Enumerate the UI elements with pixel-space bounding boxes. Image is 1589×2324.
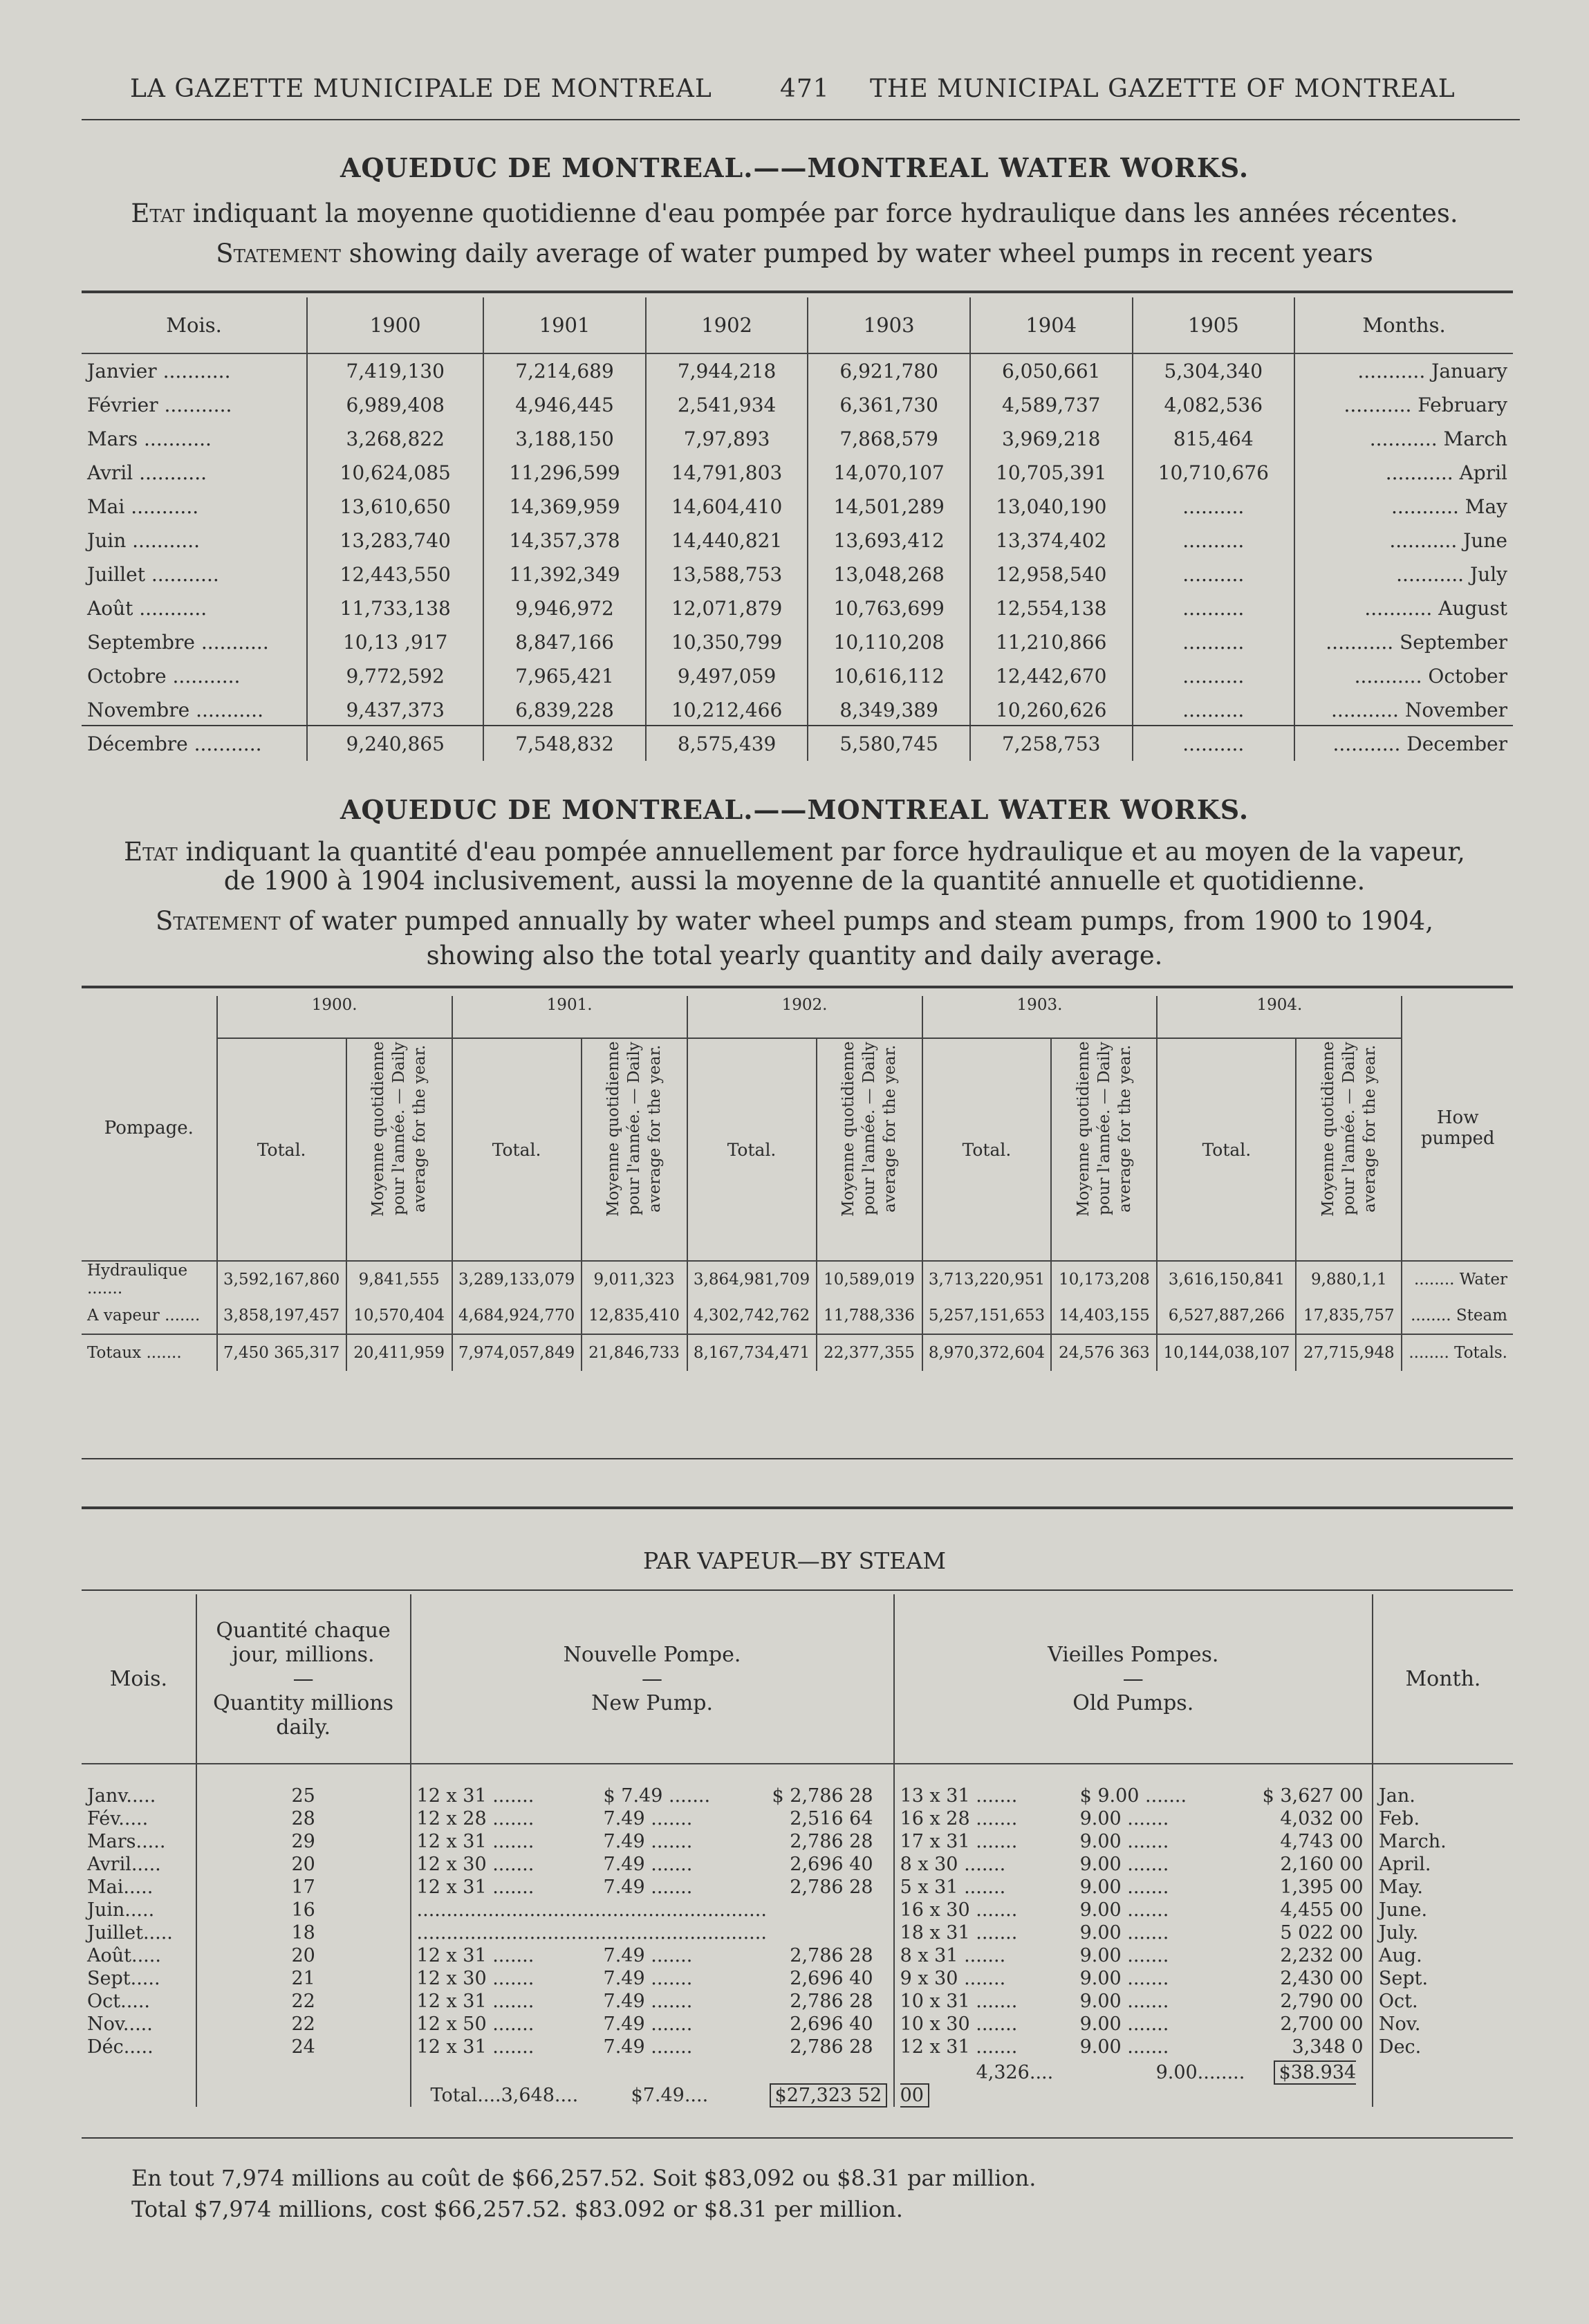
t1-value: 7,258,753 (970, 727, 1133, 761)
t2-value: 10,589,019 (817, 1261, 922, 1298)
t1-month-en: ........... July (1294, 557, 1513, 591)
t2-value: 3,713,220,951 (922, 1261, 1052, 1298)
t2-year-0: 1900. (217, 996, 452, 1038)
section2-fr-line1: Etat indiquant la quantité d'eau pompée annuellement par force hydraulique et au moyen de la vapeur, (124, 837, 1465, 867)
col-pompage: Pompage. (104, 1118, 194, 1138)
table-row (82, 591, 1513, 625)
t3-month-en: July. (1373, 1921, 1513, 1944)
t3-new-pump: 12 x 50 ....... 7.49 ....... 2,696 40 (411, 2013, 894, 2036)
t2-year-3: 1903. (922, 996, 1158, 1038)
t3-month-en: Oct. (1373, 1990, 1513, 2013)
t1-value: 13,374,402 (970, 524, 1133, 557)
table-row (82, 422, 1513, 456)
t1-month-fr: Juin ........... (87, 529, 201, 552)
col-month: Month. (1373, 1594, 1513, 1764)
t2-year-4: 1904. (1157, 996, 1402, 1038)
t1-value: 9,772,592 (307, 659, 483, 693)
t1-header-5: 1904 (970, 297, 1133, 353)
t1-header-7: Months. (1294, 297, 1513, 353)
t1-value: 8,575,439 (646, 727, 808, 761)
table-row (82, 2013, 1513, 2036)
table-row (82, 1967, 1513, 1990)
t2-value: 22,377,355 (817, 1334, 922, 1371)
t1-value: 10,710,676 (1133, 456, 1295, 490)
t1-value: .......... (1133, 625, 1295, 659)
col-old-pumps: Vieilles Pompes. — Old Pumps. (894, 1594, 1373, 1764)
table-row (82, 1853, 1513, 1876)
t1-value: 10,705,391 (970, 456, 1133, 490)
t1-month-fr: Janvier ........... (87, 360, 231, 382)
t3-old-pumps: 16 x 28 ....... 9.00 ....... 4,032 00 (894, 1807, 1373, 1830)
t3-quantity: 28 (196, 1807, 411, 1830)
t3-month-en: Feb. (1373, 1807, 1513, 1830)
col-quantity: Quantité chaque jour, millions. — Quantity millions daily. (196, 1594, 411, 1764)
total-new-amount: $27,323 52 (770, 2083, 888, 2108)
t2-value: 9,880,1,1 (1296, 1261, 1402, 1298)
t1-value: 14,501,289 (808, 490, 970, 524)
steam-pumping-table (82, 1594, 1513, 2107)
t1-month-fr: Novembre ........... (87, 699, 263, 721)
t3-quantity: 22 (196, 2013, 411, 2036)
t3-old-pumps: 13 x 31 ....... $ 9.00 ....... $ 3,627 00 (894, 1784, 1373, 1807)
t1-value: 14,791,803 (646, 456, 808, 490)
t3-month-en: May. (1373, 1876, 1513, 1899)
t1-value: 9,437,373 (307, 693, 483, 727)
t1-header-3: 1902 (646, 297, 808, 353)
t1-value: 13,588,753 (646, 557, 808, 591)
t1-value: 9,497,059 (646, 659, 808, 693)
col-how-pumped: How pumped (1402, 996, 1513, 1261)
t1-month-fr: Juillet ........... (87, 563, 219, 586)
section3-title: PAR VAPEUR—BY STEAM (643, 1547, 946, 1574)
col-daily-average: Moyenne quotidienne pour l'année. — Daily average for the year. (1296, 1038, 1402, 1261)
t3-month-fr: Janv..... (87, 1785, 156, 1807)
t3-total-new: Total....3,648.... $7.49.... $27,323 52 (411, 2058, 894, 2107)
t3-month-fr: Juillet..... (87, 1922, 173, 1944)
t3-old-pumps: 10 x 30 ....... 9.00 ....... 2,700 00 (894, 2013, 1373, 2036)
table-row (82, 1899, 1513, 1921)
t2-row-label: Hydraulique ....... (87, 1262, 188, 1298)
section2-top-rule (82, 986, 1513, 988)
t3-old-pumps: 5 x 31 ....... 9.00 ....... 1,395 00 (894, 1876, 1373, 1899)
t1-value: 8,349,389 (808, 693, 970, 727)
col-new-pump: Nouvelle Pompe. — New Pump. (411, 1594, 894, 1764)
t1-month-fr: Août ........... (87, 597, 207, 620)
table-row (82, 1830, 1513, 1853)
t1-value: .......... (1133, 727, 1295, 761)
col-daily-average: Moyenne quotidienne pour l'année. — Daily average for the year. (817, 1038, 922, 1261)
t1-value: 12,554,138 (970, 591, 1133, 625)
t2-value: 20,411,959 (346, 1334, 452, 1371)
t1-header-6: 1905 (1133, 297, 1295, 353)
header-right: THE MUNICIPAL GAZETTE OF MONTREAL (870, 75, 1456, 103)
t1-value: 6,050,661 (970, 353, 1133, 388)
t3-quantity: 16 (196, 1899, 411, 1921)
t1-month-fr: Octobre ........... (87, 665, 241, 688)
t1-month-fr: Mai ........... (87, 495, 199, 518)
t1-month-en: ........... March (1294, 422, 1513, 456)
t1-value: 10,13 ,917 (307, 625, 483, 659)
t3-month-en: Dec. (1373, 2036, 1513, 2058)
t3-month-fr: Mars..... (87, 1831, 166, 1852)
table-row (82, 625, 1513, 659)
t1-month-en: ........... September (1294, 625, 1513, 659)
t1-value: 13,610,650 (307, 490, 483, 524)
t3-month-en: Sept. (1373, 1967, 1513, 1990)
annual-pumping-table (82, 996, 1513, 1371)
t2-value: 3,592,167,860 (217, 1261, 346, 1298)
total-row (82, 2058, 1513, 2107)
t3-new-pump: ........................................................... (411, 1899, 894, 1921)
t1-value: 7,97,893 (646, 422, 808, 456)
footer-fr: En tout 7,974 millions au coût de $66,257.52. Soit $83,092 ou $8.31 par million. (131, 2165, 1037, 2191)
t2-value: 21,846,733 (582, 1334, 687, 1371)
t1-value: 6,361,730 (808, 388, 970, 422)
t3-old-pumps: 18 x 31 ....... 9.00 ....... 5 022 00 (894, 1921, 1373, 1944)
col-daily-average: Moyenne quotidienne pour l'année. — Daily average for the year. (346, 1038, 452, 1261)
t2-value: 6,527,887,266 (1157, 1298, 1296, 1334)
header-rule (82, 119, 1520, 120)
col-total: Total. (922, 1038, 1052, 1261)
t1-month-fr: Février ........... (87, 394, 232, 416)
col-total: Total. (687, 1038, 817, 1261)
t3-new-pump: 12 x 31 ....... 7.49 ....... 2,786 28 (411, 1830, 894, 1853)
col-mois: Mois. (109, 1666, 168, 1691)
t1-month-en: ........... August (1294, 591, 1513, 625)
t1-value: 6,839,228 (483, 693, 646, 727)
t3-old-pumps: 12 x 31 ....... 9.00 ....... 3,348 0 (894, 2036, 1373, 2058)
t3-month-en: Jan. (1373, 1784, 1513, 1807)
t3-quantity: 25 (196, 1784, 411, 1807)
t1-value: .......... (1133, 557, 1295, 591)
col-daily-average: Moyenne quotidienne pour l'année. — Daily average for the year. (1051, 1038, 1157, 1261)
t2-value: 9,841,555 (346, 1261, 452, 1298)
header-left: LA GAZETTE MUNICIPALE DE MONTREAL (130, 75, 712, 103)
t1-month-en: ........... April (1294, 456, 1513, 490)
section1-en-line: Statement showing daily average of water pumped by water wheel pumps in recent years (216, 239, 1373, 268)
t1-value: .......... (1133, 693, 1295, 727)
section2-en-line2: showing also the total yearly quantity and daily average. (426, 941, 1163, 970)
t1-value: 4,589,737 (970, 388, 1133, 422)
t2-value: 14,403,155 (1051, 1298, 1157, 1334)
t1-month-fr: Avril ........... (87, 461, 207, 484)
t1-value: 9,240,865 (307, 727, 483, 761)
t3-month-fr: Oct..... (87, 1991, 151, 2012)
t3-quantity: 20 (196, 1944, 411, 1967)
t1-month-fr: Décembre ........... (87, 732, 262, 755)
table-row (82, 388, 1513, 422)
t2-value: 3,289,133,079 (452, 1261, 582, 1298)
t1-value: 7,944,218 (646, 353, 808, 388)
t1-value: 12,958,540 (970, 557, 1133, 591)
t3-new-pump: 12 x 30 ....... 7.49 ....... 2,696 40 (411, 1853, 894, 1876)
t3-new-pump: 12 x 31 ....... 7.49 ....... 2,786 28 (411, 1990, 894, 2013)
table-row (82, 456, 1513, 490)
t2-year-1: 1901. (452, 996, 687, 1038)
t3-new-pump: 12 x 31 ....... 7.49 ....... 2,786 28 (411, 1876, 894, 1899)
section3-bottom-rule (82, 2137, 1513, 2139)
t3-quantity: 24 (196, 2036, 411, 2058)
table-row (82, 1784, 1513, 1807)
t2-value: 27,715,948 (1296, 1334, 1402, 1371)
t2-value: 7,974,057,849 (452, 1334, 582, 1371)
total-old-amount: $38.934 00 (900, 2062, 1357, 2106)
table-row (82, 1334, 1513, 1371)
t1-value: 11,296,599 (483, 456, 646, 490)
table-row (82, 1807, 1513, 1830)
t3-month-en: June. (1373, 1899, 1513, 1921)
t1-value: 3,969,218 (970, 422, 1133, 456)
t1-value: 13,283,740 (307, 524, 483, 557)
t1-value: 7,419,130 (307, 353, 483, 388)
t1-value: 3,268,822 (307, 422, 483, 456)
t1-value: 7,214,689 (483, 353, 646, 388)
t2-value: 10,173,208 (1051, 1261, 1157, 1298)
t3-month-fr: Sept..... (87, 1968, 160, 1989)
table-row (82, 1990, 1513, 2013)
t1-value: 7,965,421 (483, 659, 646, 693)
t1-value: .......... (1133, 659, 1295, 693)
t1-month-fr: Septembre ........... (87, 631, 269, 654)
t3-month-en: Nov. (1373, 2013, 1513, 2036)
section3-head-rule (82, 1589, 1513, 1591)
section1-title: AQUEDUC DE MONTREAL.——MONTREAL WATER WORKS. (340, 152, 1249, 183)
t3-new-pump: 12 x 31 ....... $ 7.49 ....... $ 2,786 28 (411, 1784, 894, 1807)
t3-old-pumps: 10 x 31 ....... 9.00 ....... 2,790 00 (894, 1990, 1373, 2013)
table-row (82, 1298, 1513, 1334)
t1-month-en: ........... June (1294, 524, 1513, 557)
t1-header-1: 1900 (307, 297, 483, 353)
t3-month-fr: Août..... (87, 1945, 161, 1966)
t1-value: 11,733,138 (307, 591, 483, 625)
t1-value: 3,188,150 (483, 422, 646, 456)
t1-value: 13,040,190 (970, 490, 1133, 524)
t2-value: 8,167,734,471 (687, 1334, 817, 1371)
t1-value: 10,616,112 (808, 659, 970, 693)
t1-month-en: ........... February (1294, 388, 1513, 422)
section1-top-rule (82, 290, 1513, 293)
t1-value: 14,604,410 (646, 490, 808, 524)
t1-month-fr: Mars ........... (87, 427, 212, 450)
table-row (82, 2036, 1513, 2058)
t1-value: 5,580,745 (808, 727, 970, 761)
section3-top-rule (82, 1506, 1513, 1509)
t1-value: 6,921,780 (808, 353, 970, 388)
col-total: Total. (1157, 1038, 1296, 1261)
t3-month-en: April. (1373, 1853, 1513, 1876)
t1-value: 11,210,866 (970, 625, 1133, 659)
t1-month-en: ........... May (1294, 490, 1513, 524)
t1-value: 7,868,579 (808, 422, 970, 456)
section1-bottom-rule (82, 725, 1513, 726)
t2-value: 11,788,336 (817, 1298, 922, 1334)
col-total: Total. (452, 1038, 582, 1261)
section2-fr-line2: de 1900 à 1904 inclusivement, aussi la moyenne de la quantité annuelle et quotidienne. (223, 866, 1366, 896)
t2-value: 4,684,924,770 (452, 1298, 582, 1334)
t2-row-label-en: ........ Water (1402, 1261, 1513, 1298)
t2-value: 24,576 363 (1051, 1334, 1157, 1371)
table-row (82, 557, 1513, 591)
t2-value: 3,858,197,457 (217, 1298, 346, 1334)
t3-quantity: 21 (196, 1967, 411, 1990)
page-number: 471 (780, 75, 830, 103)
t3-new-pump: 12 x 31 ....... 7.49 ....... 2,786 28 (411, 2036, 894, 2058)
t1-value: 12,071,879 (646, 591, 808, 625)
table-row (82, 524, 1513, 557)
t1-header-4: 1903 (808, 297, 970, 353)
t2-value: 9,011,323 (582, 1261, 687, 1298)
section2-title: AQUEDUC DE MONTREAL.——MONTREAL WATER WORKS. (340, 794, 1249, 825)
t1-value: 14,369,959 (483, 490, 646, 524)
t1-value: 10,763,699 (808, 591, 970, 625)
t1-value: 13,693,412 (808, 524, 970, 557)
t1-value: .......... (1133, 524, 1295, 557)
t3-month-en: March. (1373, 1830, 1513, 1853)
table-row (82, 659, 1513, 693)
table-row (82, 1944, 1513, 1967)
t1-value: 7,548,832 (483, 727, 646, 761)
t1-value: 12,442,670 (970, 659, 1133, 693)
footer-en: Total $7,974 millions, cost $66,257.52. $83.092 or $8.31 per million. (131, 2196, 903, 2222)
t3-new-pump: ........................................................... (411, 1921, 894, 1944)
t3-month-fr: Nov..... (87, 2013, 153, 2035)
t1-month-en: ........... January (1294, 353, 1513, 388)
t1-month-en: ........... December (1294, 727, 1513, 761)
t3-quantity: 20 (196, 1853, 411, 1876)
t3-month-fr: Juin..... (87, 1899, 155, 1921)
t1-value: 10,350,799 (646, 625, 808, 659)
t3-total-old: 4,326.... 9.00........ $38.934 00 (894, 2058, 1373, 2107)
t3-old-pumps: 9 x 30 ....... 9.00 ....... 2,430 00 (894, 1967, 1373, 1990)
table-row (82, 490, 1513, 524)
t1-value: 9,946,972 (483, 591, 646, 625)
t2-row-label-en: ........ Steam (1402, 1298, 1513, 1334)
t3-old-pumps: 17 x 31 ....... 9.00 ....... 4,743 00 (894, 1830, 1373, 1853)
t3-new-pump: 12 x 31 ....... 7.49 ....... 2,786 28 (411, 1944, 894, 1967)
section2-bottom-rule (82, 1458, 1513, 1459)
table-row (82, 727, 1513, 761)
section2-en-line1: Statement of water pumped annually by water wheel pumps and steam pumps, from 1900 to 1904, (156, 906, 1433, 936)
t1-header-2: 1901 (483, 297, 646, 353)
t1-value: 6,989,408 (307, 388, 483, 422)
t2-value: 10,144,038,107 (1157, 1334, 1296, 1371)
t2-value: 3,616,150,841 (1157, 1261, 1296, 1298)
t3-month-fr: Avril..... (87, 1854, 161, 1875)
t1-value: 14,357,378 (483, 524, 646, 557)
t1-value: 14,440,821 (646, 524, 808, 557)
t1-value: 13,048,268 (808, 557, 970, 591)
t1-value: 2,541,934 (646, 388, 808, 422)
t3-new-pump: 12 x 28 ....... 7.49 ....... 2,516 64 (411, 1807, 894, 1830)
t2-value: 8,970,372,604 (922, 1334, 1052, 1371)
daily-average-table (82, 297, 1513, 761)
table-row (82, 1876, 1513, 1899)
t2-row-label-en: ........ Totals. (1402, 1334, 1513, 1371)
t3-quantity: 29 (196, 1830, 411, 1853)
t1-value: 5,304,340 (1133, 353, 1295, 388)
t2-value: 5,257,151,653 (922, 1298, 1052, 1334)
t3-new-pump: 12 x 30 ....... 7.49 ....... 2,696 40 (411, 1967, 894, 1990)
t3-month-fr: Mai..... (87, 1876, 154, 1898)
t1-month-en: ........... October (1294, 659, 1513, 693)
t1-value: 10,260,626 (970, 693, 1133, 727)
table-row (82, 1261, 1513, 1298)
t3-quantity: 17 (196, 1876, 411, 1899)
t1-value: 10,212,466 (646, 693, 808, 727)
t1-value: 10,624,085 (307, 456, 483, 490)
t2-year-2: 1902. (687, 996, 922, 1038)
t2-value: 17,835,757 (1296, 1298, 1402, 1334)
t1-value: 4,946,445 (483, 388, 646, 422)
t2-value: 7,450 365,317 (217, 1334, 346, 1371)
t2-row-label: Totaux ....... (87, 1344, 182, 1362)
t2-row-label: A vapeur ....... (87, 1307, 201, 1325)
t1-value: 10,110,208 (808, 625, 970, 659)
t1-header-0: Mois. (166, 313, 222, 337)
table-row (82, 353, 1513, 388)
t3-old-pumps: 8 x 30 ....... 9.00 ....... 2,160 00 (894, 1853, 1373, 1876)
t3-old-pumps: 8 x 31 ....... 9.00 ....... 2,232 00 (894, 1944, 1373, 1967)
t3-quantity: 18 (196, 1921, 411, 1944)
t1-value: 12,443,550 (307, 557, 483, 591)
t2-value: 10,570,404 (346, 1298, 452, 1334)
t1-value: 815,464 (1133, 422, 1295, 456)
table-row (82, 1921, 1513, 1944)
t1-value: 8,847,166 (483, 625, 646, 659)
col-daily-average: Moyenne quotidienne pour l'année. — Daily average for the year. (582, 1038, 687, 1261)
t3-quantity: 22 (196, 1990, 411, 2013)
t1-value: 4,082,536 (1133, 388, 1295, 422)
t3-month-fr: Fév..... (87, 1808, 149, 1829)
t1-value: 14,070,107 (808, 456, 970, 490)
t1-value: .......... (1133, 490, 1295, 524)
col-total: Total. (217, 1038, 346, 1261)
t1-value: .......... (1133, 591, 1295, 625)
t2-value: 4,302,742,762 (687, 1298, 817, 1334)
table-row (82, 693, 1513, 727)
section1-fr-line: Etat indiquant la moyenne quotidienne d'eau pompée par force hydraulique dans les années récentes. (131, 199, 1458, 228)
t3-month-en: Aug. (1373, 1944, 1513, 1967)
t1-value: 11,392,349 (483, 557, 646, 591)
t2-value: 12,835,410 (582, 1298, 687, 1334)
t1-month-en: ........... November (1294, 693, 1513, 727)
t2-value: 3,864,981,709 (687, 1261, 817, 1298)
t3-month-fr: Déc..... (87, 2036, 154, 2058)
t3-old-pumps: 16 x 30 ....... 9.00 ....... 4,455 00 (894, 1899, 1373, 1921)
